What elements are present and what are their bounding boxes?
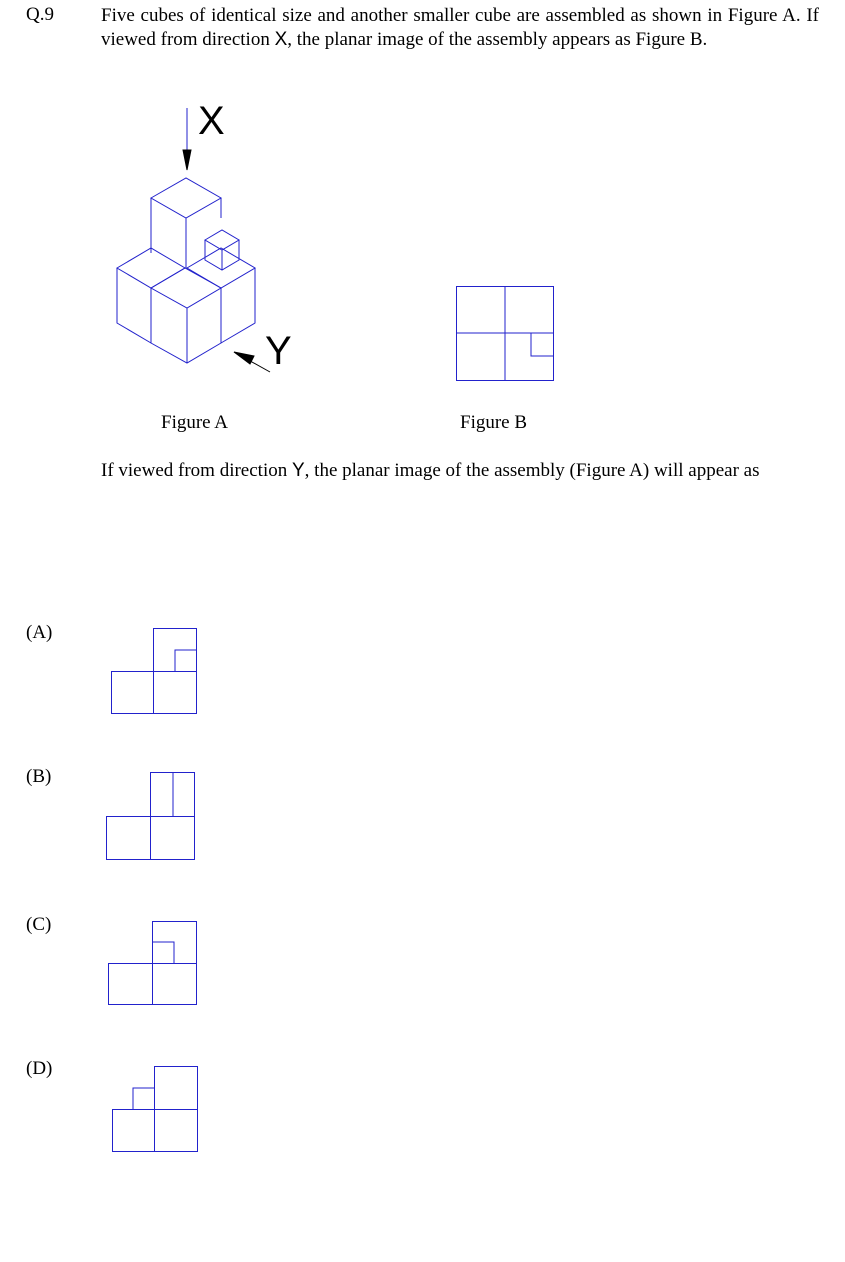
option-b-label[interactable]: (B) xyxy=(26,766,52,787)
option-a-label[interactable]: (A) xyxy=(26,622,53,643)
figure-b-caption: Figure B xyxy=(460,412,528,433)
arrow-x-label: X xyxy=(198,99,225,143)
option-c-label[interactable]: (C) xyxy=(26,914,52,935)
option-a-drawing[interactable] xyxy=(111,628,197,715)
figure-b-drawing xyxy=(456,286,554,381)
question-text-part1: Five cubes of identical size and another smaller cube are assembled as shown in Figure A. If viewed from direction xyxy=(101,5,819,50)
sub-question-part1: If viewed from direction xyxy=(101,460,292,481)
question-number: Q.9 xyxy=(26,4,54,25)
sub-question-text xyxy=(101,458,819,483)
sub-question-part2: , the planar image of the assembly (Figure A) will appear as xyxy=(304,460,760,481)
direction-x-label: X xyxy=(274,29,288,50)
option-c-drawing[interactable] xyxy=(108,921,197,1006)
arrow-y-label: Y xyxy=(265,329,292,373)
option-d-drawing[interactable] xyxy=(112,1066,198,1153)
option-b-drawing[interactable] xyxy=(106,772,196,860)
question-text-part2: , the planar image of the assembly appears as Figure B. xyxy=(287,29,708,50)
figure-a-drawing xyxy=(0,0,845,420)
figure-a-caption: Figure A xyxy=(161,412,229,433)
direction-y-label: Y xyxy=(291,460,305,481)
option-d-label[interactable]: (D) xyxy=(26,1058,53,1079)
